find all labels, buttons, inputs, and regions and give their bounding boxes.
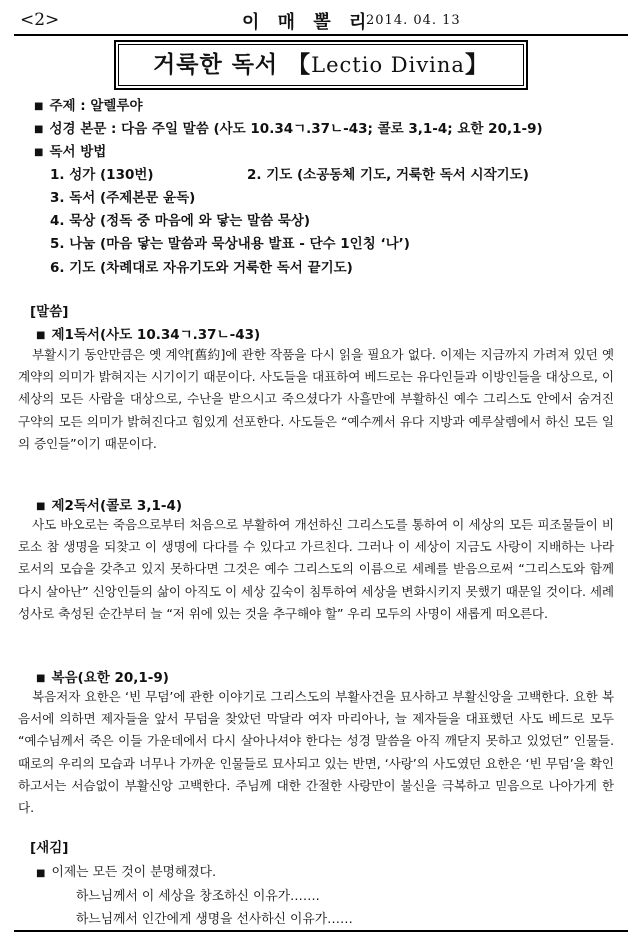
title-korean: 거룩한 독서 <box>153 52 279 78</box>
reflection-text-2: 하느님께서 이 세상을 창조하신 이유가……. <box>76 889 320 904</box>
title-box <box>118 44 524 86</box>
theme-text: 주제 : 알렐루야 <box>49 98 143 114</box>
method-item-3: 3. 독서 (주제본문 윤독) <box>50 190 196 206</box>
method-item-4: 4. 묵상 (정독 중 마음에 와 닿는 말씀 묵상) <box>50 213 311 229</box>
gospel-title: 복음(요한 20,1-9) <box>51 670 169 686</box>
page-number: <2> <box>20 10 60 30</box>
method-item-6: 6. 기도 (차례대로 자유기도와 거룩한 독서 끝기도) <box>50 260 353 276</box>
reflection-text-1: 이제는 모든 것이 분명해졌다. <box>51 865 217 880</box>
scripture-text: 성경 본문 : 다음 주일 말씀 (사도 10.34ㄱ.37ㄴ-43; 콜로 3,1-4; 요한 20,1-9) <box>49 121 543 137</box>
reading-1-title: 제1독서(사도 10.34ㄱ.37ㄴ-43) <box>51 327 261 343</box>
square-bullet-icon: ■ <box>36 868 46 879</box>
reading-1-text: 부활시기 동안만큼은 옛 계약[舊約]에 관한 작품을 다시 읽을 필요가 없다. 이제는 지금까지 가려져 있던 옛 계약의 의미가 밝혀지는 시기이기 때문이다. 사도들을 대표하여 베드로는 유다인들과 이방인들을 대상으로, 이 세상의 모든 사람을 대상으로, 수난을 받으시고 죽으셨다가 사흘만에 부활하신 예수 그리스도 안에서 숨겨진 구약의 모든 의미가 밝혀진다고 힘있게 선포한다. 사도들은 “예수께서 유다 지방과 예루살렘에서 하신 모든 일의 증인들”이기 때문이다. <box>18 347 614 451</box>
method-item-1: 1. 성가 (130번) <box>50 167 154 183</box>
square-bullet-icon: ■ <box>34 124 44 135</box>
method-heading <box>34 140 106 160</box>
reflection-item <box>36 861 216 880</box>
square-bullet-icon: ■ <box>34 147 44 158</box>
method-item-2: 2. 기도 (소공동체 기도, 거룩한 독서 시작기도) <box>247 167 529 183</box>
reflection-text-3: 하느님께서 인간에게 생명을 선사하신 이유가…… <box>76 912 353 927</box>
footer-rule <box>14 930 628 932</box>
publication-name: 이 매 뽈 리 <box>242 12 373 33</box>
gospel-heading <box>36 666 169 686</box>
title-bracket-close: 】 <box>464 52 489 78</box>
method-item-5: 5. 나눔 (마음 닿는 말씀과 묵상내용 발표 - 단수 1인칭 ‘나’) <box>50 236 410 252</box>
scripture-line <box>34 117 543 137</box>
square-bullet-icon: ■ <box>36 673 46 684</box>
reading-2-heading <box>36 494 182 514</box>
reading-2-text: 사도 바오로는 죽음으로부터 처음으로 부활하여 개선하신 그리스도를 통하여 이 세상의 모든 피조물들이 비로소 참 생명을 되찾고 이 생명에 다다를 수 있다고 가르친다. 그러나 이 세상이 지금도 사랑이 지배하는 나라로서의 모습을 갖추고 있지 못하다면 그것은 예수 그리스도의 이름으로 세례를 받음으로써 “그리스도와 함께 다시 살아난” 신앙인들의 삶이 아직도 이 세상 깊숙이 침투하여 세상을 변화시키지 못했기 때문일 것이다. 세례성사로 축성된 순간부터 늘 “저 위에 있는 것을 추구해야 할” 우리 모두의 사명이 새롭게 떠오른다. <box>18 517 614 621</box>
theme-line <box>34 94 143 114</box>
square-bullet-icon: ■ <box>36 330 46 341</box>
method-label: 독서 방법 <box>49 144 107 160</box>
square-bullet-icon: ■ <box>34 101 44 112</box>
reading-2-title: 제2독서(콜로 3,1-4) <box>51 498 183 514</box>
square-bullet-icon: ■ <box>36 501 46 512</box>
gospel-text: 복음저자 요한은 ‘빈 무덤’에 관한 이야기로 그리스도의 부활사건을 묘사하고 부활신앙을 고백한다. 요한 복음서에 의하면 제자들을 앞서 무덤을 찾았던 막달라 여자 마리아나, 늘 제자들을 대표했던 사도 베드로 모두 “예수님께서 죽은 이들 가운데에서 다시 살아나셔야 한다는 성경 말씀을 아직 깨닫지 못하고 있었던” 인물들. 때로의 우리의 모습과 너무나 가까운 인물들로 묘사되고 있는 반면, ‘사랑’의 사도였던 요한은 ‘빈 무덤’을 확인하고서는 서슴없이 부활신앙 고백한다. 주님께 대한 간절한 사랑만이 불신을 극복하고 믿음으로 나아가게 한다. <box>18 689 614 816</box>
word-section-label: [말씀] <box>30 304 69 320</box>
title-latin: Lectio Divina <box>311 53 465 77</box>
page-header <box>14 8 628 36</box>
title-bracket-open: 【 <box>287 52 312 78</box>
reading-1-heading <box>36 323 260 343</box>
reflection-label: [새김] <box>30 840 69 856</box>
issue-date: 2014. 04. 13 <box>366 13 461 28</box>
